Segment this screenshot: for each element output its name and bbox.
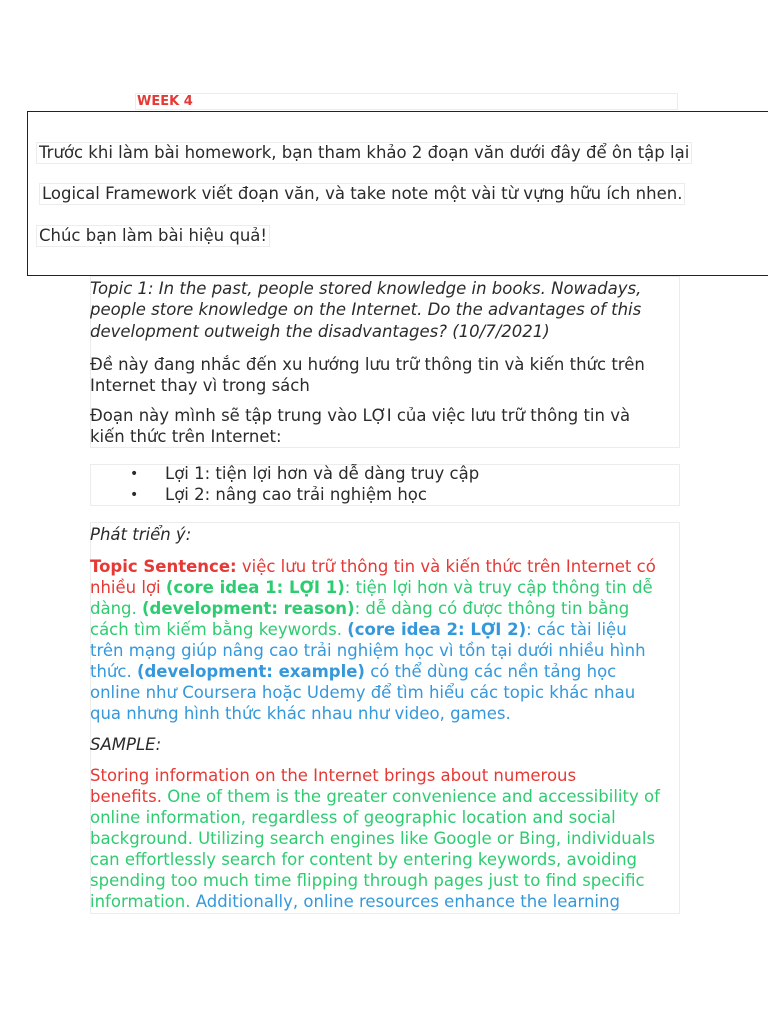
topic-line-1: Topic 1: In the past, people stored knowledge in books. Nowadays, — [90, 279, 642, 298]
dev-text: dàng. — [90, 599, 143, 618]
sample-text: information. — [90, 892, 191, 911]
intro-para2-line2: kiến thức trên Internet: — [90, 427, 282, 446]
dev-line-1 — [90, 556, 656, 577]
topic-line-3: development outweigh the disadvantages? (10/7/2021) — [90, 322, 550, 341]
notice-line-2: Logical Framework viết đoạn văn, và take note một vài từ vựng hữu ích nhen. — [39, 183, 685, 205]
notice-box — [27, 111, 768, 276]
intro-para2-line1: Đoạn này mình sẽ tập trung vào LỢI của việc lưu trữ thông tin và — [90, 406, 631, 425]
dev-line-7: online như Coursera hoặc Udemy để tìm hiểu các topic khác nhau — [90, 683, 636, 702]
development-heading: Phát triển ý: — [90, 525, 192, 544]
sample-line-5: can effortlessly search for content by entering keywords, avoiding — [90, 850, 638, 869]
notice-line-3: Chúc bạn làm bài hiệu quả! — [36, 225, 270, 247]
sample-line-3: online information, regardless of geographic location and social — [90, 808, 616, 827]
dev-line-4 — [90, 619, 627, 640]
sample-text: One of them is the greater convenience and accessibility of — [161, 787, 660, 806]
intro-para1-line2: Internet thay vì trong sách — [90, 376, 310, 395]
dev-line-5: trên mạng giúp nâng cao trải nghiệm học vì tồn tại dưới nhiều hình — [90, 641, 646, 660]
sample-text: Additionally, online resources enhance the learning — [190, 892, 620, 911]
dev-line-2 — [90, 577, 653, 598]
dev-text: có thể dùng các nền tảng học — [364, 662, 617, 681]
sample-heading: SAMPLE: — [90, 735, 162, 754]
dev-text: : tiện lợi hơn và truy cập thông tin dễ — [344, 578, 653, 597]
bullet-item-1: Lợi 1: tiện lợi hơn và dễ dàng truy cập — [165, 464, 480, 483]
development-example-label: (development: example) — [136, 662, 365, 681]
dev-text: cách tìm kiếm bằng keywords. — [90, 620, 348, 639]
topic-sentence-label: Topic Sentence: — [90, 557, 237, 576]
dev-text: : dễ dàng có được thông tin bằng — [354, 599, 630, 618]
dev-line-6 — [90, 661, 616, 682]
core-idea-2-label: (core idea 2: LỢI 2) — [347, 620, 527, 639]
dev-text: nhiều lợi — [90, 578, 166, 597]
bullet-dot-1: • — [130, 466, 139, 482]
sample-line-7 — [90, 891, 620, 912]
bullet-dot-2: • — [130, 487, 139, 503]
intro-para1-line1: Đề này đang nhắc đến xu hướng lưu trữ thông tin và kiến thức trên — [90, 355, 645, 374]
development-reason-label: (development: reason) — [142, 599, 355, 618]
sample-line-6: spending too much time flipping through pages just to find specific — [90, 871, 645, 890]
dev-text: : các tài liệu — [526, 620, 627, 639]
sample-line-2 — [90, 786, 660, 807]
dev-line-8: qua nhưng hình thức khác nhau như video, games. — [90, 704, 511, 723]
sample-line-1: Storing information on the Internet brings about numerous — [90, 766, 577, 785]
topic-sentence-text: việc lưu trữ thông tin và kiến thức trên Internet có — [236, 557, 656, 576]
core-idea-1-label: (core idea 1: LỢI 1) — [165, 578, 345, 597]
sample-line-4: background. Utilizing search engines like Google or Bing, individuals — [90, 829, 656, 848]
sample-text: benefits. — [90, 787, 162, 806]
bullet-item-2: Lợi 2: nâng cao trải nghiệm học — [165, 485, 427, 504]
dev-line-3 — [90, 598, 629, 619]
topic-line-2: people store knowledge on the Internet. Do the advantages of this — [90, 300, 642, 319]
week-label: WEEK 4 — [135, 93, 678, 110]
notice-line-1: Trước khi làm bài homework, bạn tham khảo 2 đoạn văn dưới đây để ôn tập lại — [36, 142, 692, 164]
dev-text: thức. — [90, 662, 137, 681]
